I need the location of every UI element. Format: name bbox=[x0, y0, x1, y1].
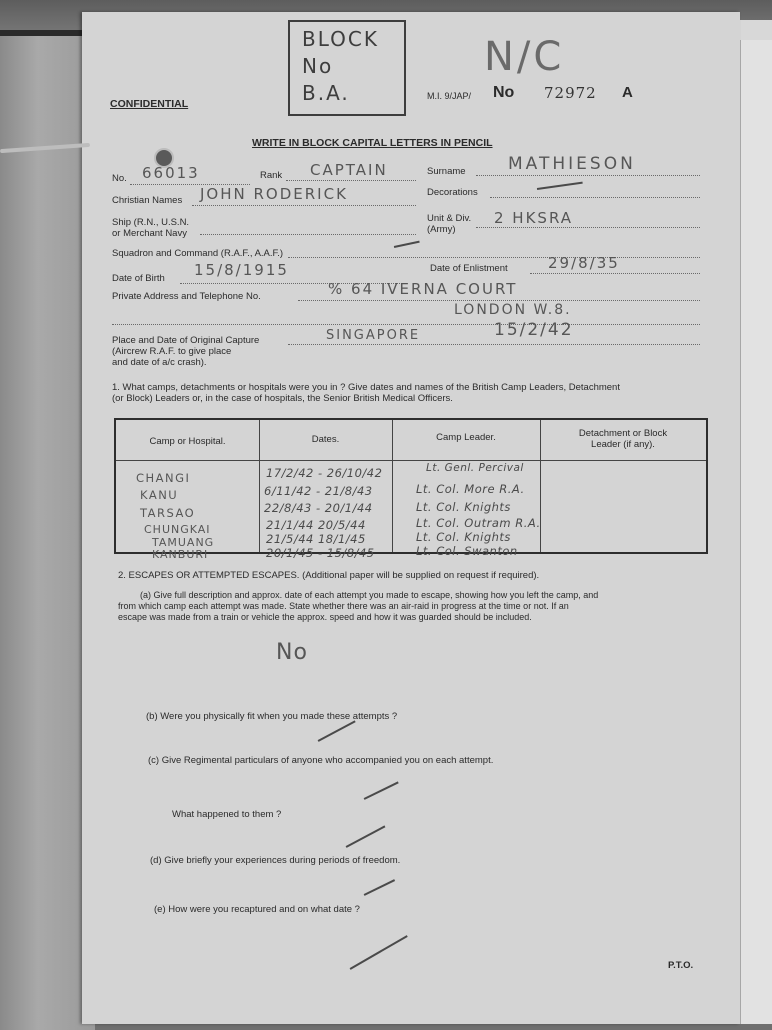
reference-label: M.I. 9/JAP/ bbox=[427, 91, 472, 101]
enlistment-label: Date of Enlistment bbox=[430, 263, 508, 274]
surname-label: Surname bbox=[427, 166, 466, 177]
capture-label-line-3: and date of a/c crash). bbox=[112, 357, 207, 368]
capture-label-line-2: (Aircrew R.A.F. to give place bbox=[112, 346, 232, 357]
unit-label bbox=[427, 213, 471, 235]
header-dates: Dates. bbox=[311, 434, 340, 445]
rank-value: CAPTAIN bbox=[310, 161, 388, 179]
capture-date-value: 15/2/42 bbox=[494, 320, 574, 340]
capture-label-line-1: Place and Date of Original Capture bbox=[112, 335, 260, 346]
no-label: No. bbox=[112, 173, 127, 184]
handwritten-nc-mark: N/C bbox=[484, 34, 565, 80]
enlistment-value: 29/8/35 bbox=[548, 254, 620, 272]
ship-label-line-2: or Merchant Navy bbox=[112, 228, 187, 239]
address-line-2: LONDON W.8. bbox=[454, 302, 572, 318]
answer-2a: No bbox=[276, 640, 308, 665]
decorations-label: Decorations bbox=[427, 187, 478, 198]
row-dates: 20/1/45 - 15/8/45 bbox=[266, 546, 375, 560]
row-leader: Lt. Col. Outram R.A. bbox=[416, 516, 541, 530]
row-dates: 21/5/44 18/1/45 bbox=[266, 532, 366, 546]
row-leader: Lt. Col. Knights bbox=[416, 530, 511, 544]
row-camp: KANU bbox=[140, 488, 179, 502]
date-of-birth-value: 15/8/1915 bbox=[194, 261, 289, 279]
question-1-line-2: (or Block) Leaders or, in the case of hospitals, the Senior British Medical Officers. bbox=[112, 393, 453, 404]
row-dates: 17/2/42 - 26/10/42 bbox=[266, 466, 383, 480]
row-leader: Lt. Col. Knights bbox=[416, 500, 511, 514]
surname-value: MATHIESON bbox=[508, 154, 636, 174]
row-camp: CHUNGKAI bbox=[144, 523, 211, 536]
rank-label: Rank bbox=[260, 170, 283, 181]
row-leader: Lt. Col. More R.A. bbox=[416, 482, 525, 496]
confidential-label: CONFIDENTIAL bbox=[110, 98, 189, 110]
number-label: No bbox=[493, 84, 515, 101]
row-camp: TARSAO bbox=[140, 506, 196, 520]
christian-names-label: Christian Names bbox=[112, 195, 183, 206]
unit-label-line-2: (Army) bbox=[427, 224, 456, 235]
header-camp-leader: Camp Leader. bbox=[436, 432, 496, 443]
ship-label-line-1: Ship (R.N., U.S.N. bbox=[112, 217, 190, 228]
question-2a-line-1: (a) Give full description and approx. date of each attempt you made to escape, showing how you left the camp, and bbox=[140, 590, 599, 600]
question-2c-followup: What happened to them ? bbox=[172, 809, 282, 820]
unit-label-line-1: Unit & Div. bbox=[427, 213, 472, 224]
form-number: 72972 bbox=[544, 84, 597, 102]
question-2b: (b) Were you physically fit when you made these attempts ? bbox=[146, 711, 398, 722]
row-dates: 6/11/42 - 21/8/43 bbox=[264, 484, 373, 498]
question-2c: (c) Give Regimental particulars of anyone who accompanied you on each attempt. bbox=[148, 755, 494, 766]
header-camp: Camp or Hospital. bbox=[149, 436, 226, 447]
form-suffix: A bbox=[622, 84, 633, 101]
row-camp: TAMUANG bbox=[152, 536, 215, 549]
capture-place-value: SINGAPORE bbox=[326, 328, 421, 343]
pto-label: P.T.O. bbox=[668, 960, 694, 971]
address-line-1: % 64 IVERNA COURT bbox=[328, 280, 518, 298]
underlying-sheet-2 bbox=[740, 40, 772, 1024]
squadron-label: Squadron and Command (R.A.F., A.A.F.) bbox=[112, 248, 284, 259]
form-sheet bbox=[82, 12, 740, 1024]
instructions-heading: WRITE IN BLOCK CAPITAL LETTERS IN PENCIL bbox=[252, 137, 493, 149]
row-camp: KANBURI bbox=[152, 548, 209, 561]
question-2e: (e) How were you recaptured and on what date ? bbox=[154, 904, 360, 915]
question-2d: (d) Give briefly your experiences during periods of freedom. bbox=[150, 855, 401, 866]
stamp-line-1: BLOCK bbox=[302, 27, 379, 51]
service-number-value: 66013 bbox=[142, 164, 200, 182]
christian-names-value: JOHN RODERICK bbox=[200, 185, 348, 203]
address-label: Private Address and Telephone No. bbox=[112, 291, 261, 302]
stamp-line-3: B.A. bbox=[302, 81, 350, 105]
header-detachment bbox=[540, 428, 706, 450]
row-dates: 21/1/44 20/5/44 bbox=[266, 518, 366, 532]
header-detachment-line-1: Detachment or Block bbox=[578, 428, 668, 439]
row-leader: Lt. Col. Swanton bbox=[416, 544, 518, 558]
header-detachment-line-2: Leader (if any). bbox=[591, 439, 655, 450]
date-of-birth-label: Date of Birth bbox=[112, 273, 165, 284]
stamp-line-2: No bbox=[302, 54, 334, 78]
folder-cover bbox=[0, 30, 95, 1030]
row-leader: Lt. Genl. Percival bbox=[426, 462, 524, 474]
question-2a-line-2: from which camp each attempt was made. State whether there was an air-raid in progress at the time or not. If an bbox=[118, 601, 569, 611]
capture-label bbox=[112, 335, 259, 368]
question-1-line-1: 1. What camps, detachments or hospitals were you in ? Give dates and names of the British Camp Leaders, Detachment bbox=[112, 382, 620, 393]
question-2a-line-3: escape was made from a train or vehicle the approx. speed and how it was guarded should be included. bbox=[118, 612, 532, 622]
unit-value: 2 HKSRA bbox=[494, 209, 574, 227]
row-camp: CHANGI bbox=[136, 471, 191, 485]
row-dates: 22/8/43 - 20/1/44 bbox=[264, 501, 373, 515]
camps-table bbox=[114, 418, 708, 561]
block-stamp bbox=[288, 20, 406, 116]
ship-label bbox=[112, 217, 189, 239]
question-2-title: 2. ESCAPES OR ATTEMPTED ESCAPES. (Additional paper will be supplied on request if required). bbox=[118, 570, 540, 581]
